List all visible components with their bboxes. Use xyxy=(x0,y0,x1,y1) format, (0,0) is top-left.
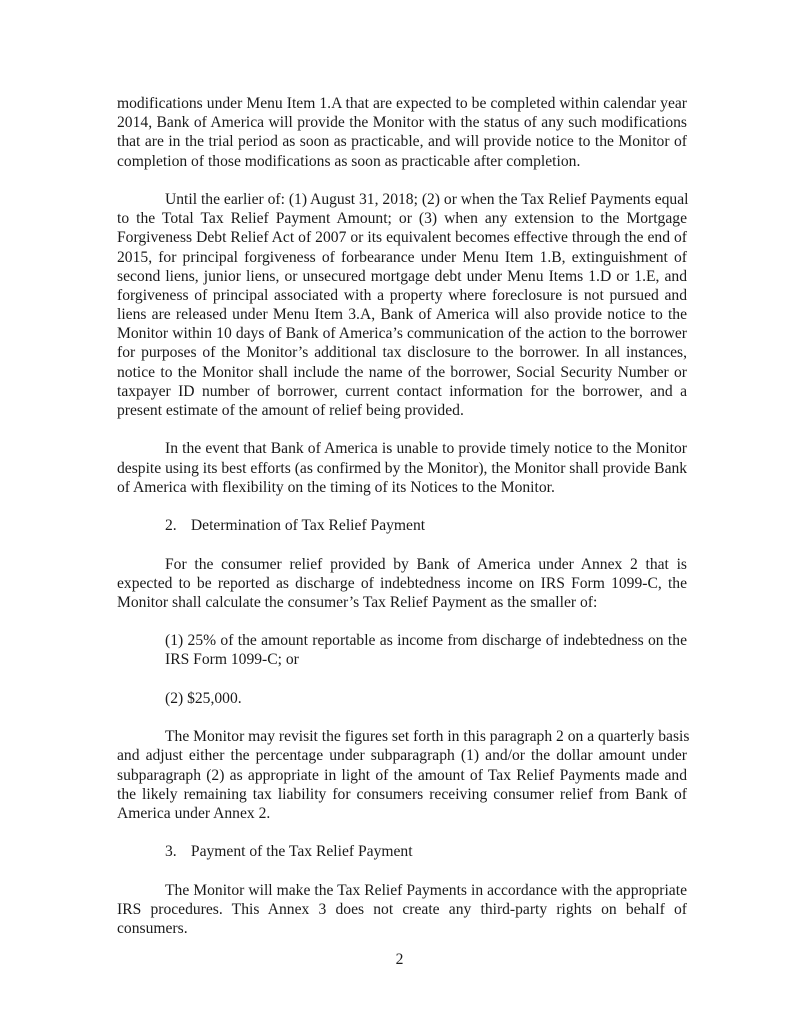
text-line: and adjust either the percentage under subparagraph (1) and/or the dollar amount under xyxy=(117,747,687,765)
document-page xyxy=(117,94,690,957)
section-heading-2 xyxy=(117,516,687,535)
section-title: Payment of the Tax Relief Payment xyxy=(190,843,413,861)
text-line: forgiveness of principal associated with a property where foreclosure is not pursued and xyxy=(117,286,687,304)
text-line: Forgiveness Debt Relief Act of 2007 or its equivalent becomes effective through the end of xyxy=(117,229,687,247)
paragraph-notice-requirements xyxy=(117,190,687,420)
text-line: The Monitor may revisit the figures set forth in this paragraph 2 on a quarterly basis xyxy=(165,728,690,746)
text-line: Until the earlier of: (1) August 31, 2018; (2) or when the Tax Relief Payments equal xyxy=(165,190,689,208)
text-line: (2) $25,000. xyxy=(165,689,242,707)
text-line: In the event that Bank of America is unable to provide timely notice to the Monitor xyxy=(165,440,687,458)
text-line: to the Total Tax Relief Payment Amount; or (3) when any extension to the Mortgage xyxy=(117,210,687,228)
page-number: 2 xyxy=(395,951,404,968)
section-title: Determination of Tax Relief Payment xyxy=(190,517,426,535)
text-line: 2015, for principal forgiveness of forbearance under Menu Item 1.B, extinguishment of xyxy=(117,248,687,266)
text-line: IRS procedures. This Annex 3 does not create any third-party rights on behalf of xyxy=(117,900,687,918)
text-line: IRS Form 1099-C; or xyxy=(165,651,299,669)
section-number: 2. xyxy=(165,517,177,535)
text-line: liens are released under Menu Item 3.A, Bank of America will also provide notice to the xyxy=(117,306,687,324)
text-line: Monitor within 10 days of Bank of America’s communication of the action to the borrower xyxy=(117,325,687,343)
text-line: for purposes of the Monitor’s additional tax disclosure to the borrower. In all instances, xyxy=(117,344,687,362)
paragraph-timely-notice xyxy=(117,439,687,497)
text-line: of America with flexibility on the timing of its Notices to the Monitor. xyxy=(117,478,555,496)
text-line: Monitor shall calculate the consumer’s Tax Relief Payment as the smaller of: xyxy=(117,593,598,611)
list-item-dollar-cap xyxy=(117,689,687,708)
section-number: 3. xyxy=(165,843,177,861)
text-line: For the consumer relief provided by Bank of America under Annex 2 that is xyxy=(165,555,687,573)
text-line: second liens, junior liens, or unsecured mortgage debt under Menu Items 1.D or 1.E, and xyxy=(117,267,687,285)
text-line: The Monitor will make the Tax Relief Payments in accordance with the appropriate xyxy=(165,881,687,899)
list-item-percentage xyxy=(117,631,687,669)
paragraph-section2-intro xyxy=(117,555,687,613)
text-line: that are in the trial period as soon as practicable, and will provide notice to the Monitor of xyxy=(117,133,687,151)
text-line: despite using its best efforts (as confirmed by the Monitor), the Monitor shall provide Bank xyxy=(117,459,688,477)
text-line: America under Annex 2. xyxy=(117,804,271,822)
paragraph-payment xyxy=(117,881,687,939)
text-line: the likely remaining tax liability for consumers receiving consumer relief from Bank of xyxy=(117,785,687,803)
text-line: consumers. xyxy=(117,920,188,938)
text-line: taxpayer ID number of borrower, current contact information for the borrower, and a xyxy=(117,382,687,400)
paragraph-revisit-figures xyxy=(117,727,690,823)
text-line: present estimate of the amount of relief being provided. xyxy=(117,402,464,419)
text-line: (1) 25% of the amount reportable as income from discharge of indebtedness on the xyxy=(165,632,687,650)
text-line: modifications under Menu Item 1.A that are expected to be completed within calendar year xyxy=(117,95,687,112)
text-line: 2014, Bank of America will provide the Monitor with the status of any such modifications xyxy=(117,114,687,132)
section-heading-3 xyxy=(117,842,687,861)
text-line: completion of those modifications as soon as practicable after completion. xyxy=(117,152,581,170)
text-line: expected to be reported as discharge of indebtedness income on IRS Form 1099-C, the xyxy=(117,574,687,592)
paragraph-trial-modifications xyxy=(117,94,687,171)
text-line: notice to the Monitor shall include the name of the borrower, Social Security Number or xyxy=(117,363,687,381)
text-line: subparagraph (2) as appropriate in light of the amount of Tax Relief Payments made and xyxy=(117,766,687,784)
